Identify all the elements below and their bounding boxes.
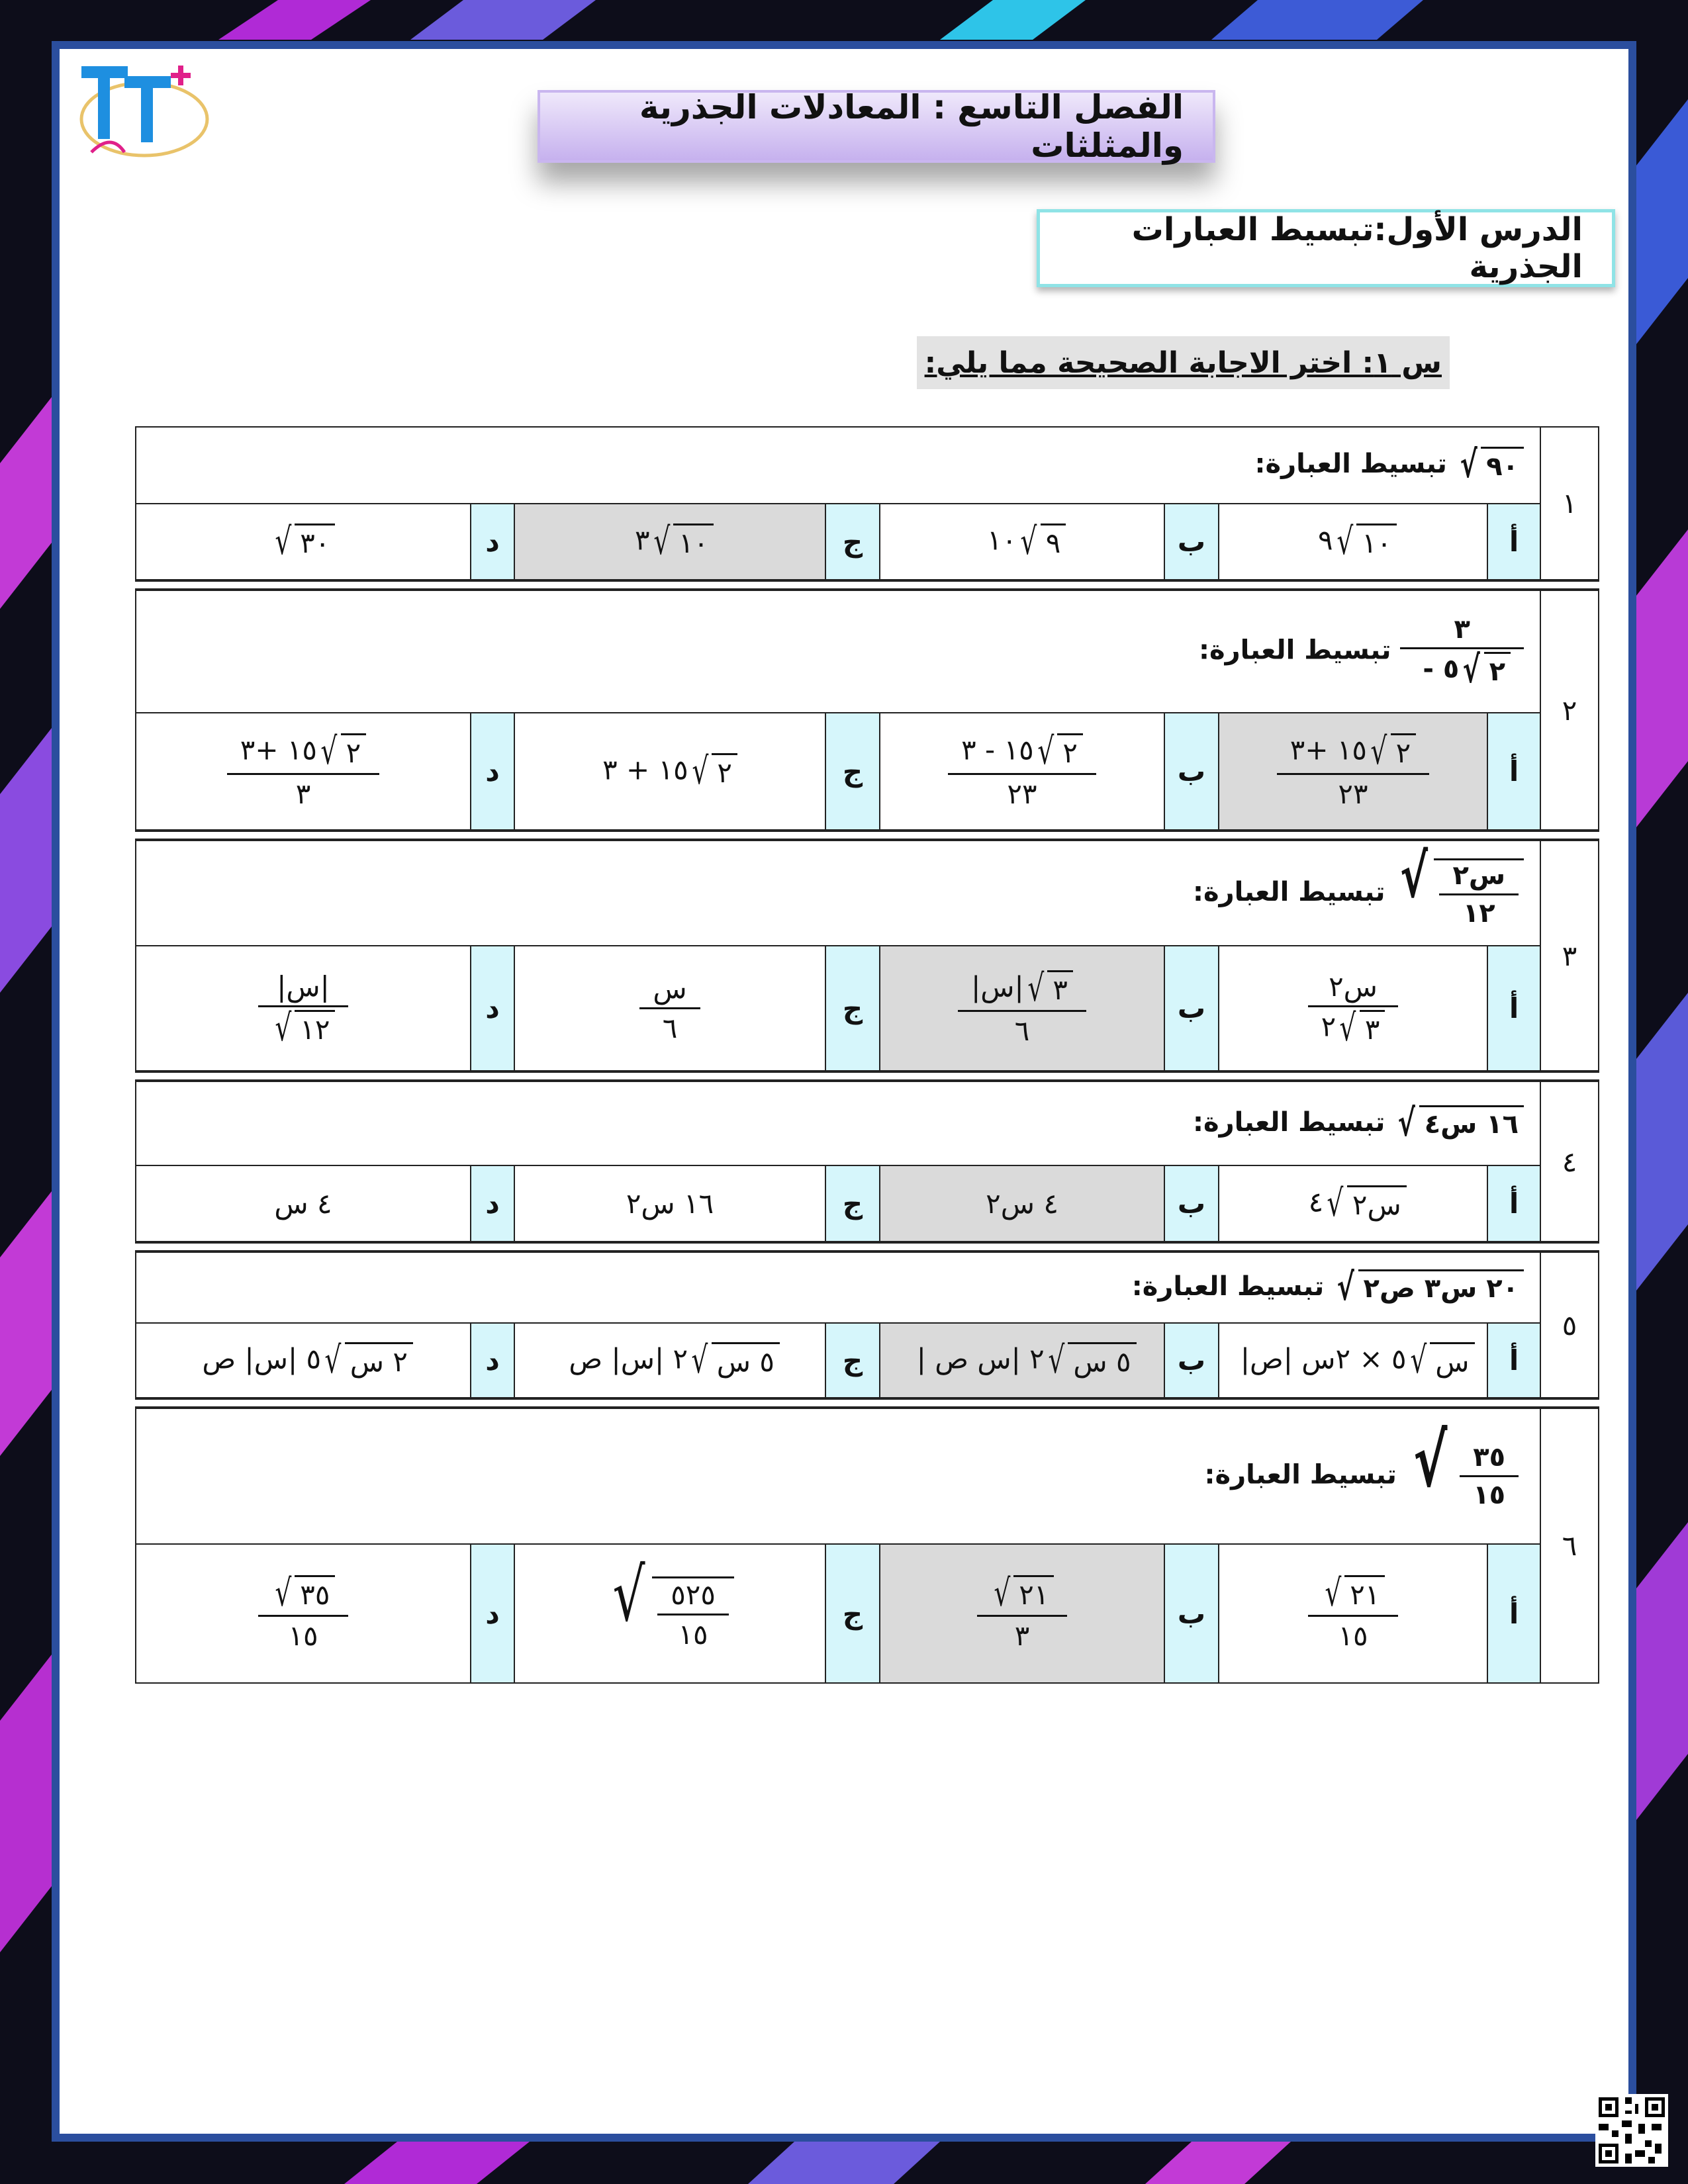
item-1-stem-row: [136, 427, 1599, 504]
separator: [136, 1398, 1599, 1408]
item-4-option-a[interactable]: ٤ √ س٢: [1219, 1165, 1487, 1242]
item-5-option-c[interactable]: ٢ |س| ص √ ٥ س: [514, 1323, 825, 1398]
item-1-option-a[interactable]: ٩ √ ١٠: [1219, 504, 1487, 580]
item-4-number: ٤: [1540, 1081, 1599, 1242]
item-5-option-b[interactable]: ٢ |س ص | √ ٥ س: [880, 1323, 1164, 1398]
item-3-stem-row: [136, 840, 1599, 946]
item-2-options-row: ١٥ +٣ √ ٢ ٣ د ١٥ + ٣ √ ٢ ج ١٥ - ٣ √ ٢ ٢٣ ب ١٥ +٣ √ ٢ ٢٣ أ: [136, 713, 1599, 831]
separator: [136, 580, 1599, 590]
stem-prefix: تبسيط العبارة:: [1254, 449, 1447, 479]
item-6-option-d[interactable]: √ ٣٥ ١٥: [136, 1544, 471, 1683]
separator: [136, 831, 1599, 840]
item-3-number: ٣: [1540, 840, 1599, 1071]
option-letter-d: د: [471, 504, 514, 580]
item-6-option-c[interactable]: √ $\frac{٥٢٥}{١٥}$: [514, 1544, 825, 1683]
option-letter-b: ب: [1164, 504, 1219, 580]
item-4-option-b[interactable]: ٤ س٢: [880, 1165, 1164, 1242]
item-1-number: ١: [1540, 427, 1599, 580]
item-2-option-d[interactable]: ١٥ +٣ √ ٢ ٣: [136, 713, 471, 831]
item-5-stem-expr: √ ٢٠ س٣ ص٢: [1333, 1269, 1524, 1306]
item-2-option-b[interactable]: ١٥ - ٣ √ ٢ ٢٣: [880, 713, 1164, 831]
brand-logo: [71, 53, 211, 172]
item-1-option-c[interactable]: ٣ √ ١٠: [514, 504, 825, 580]
item-3-stem-expr: √ $\frac{\text{س٢}}{١٢}$: [1394, 858, 1524, 929]
separator: [136, 1242, 1599, 1251]
item-3-option-c[interactable]: $\frac{\text{س}}{٦}$: [514, 946, 825, 1071]
item-2-number: ٢: [1540, 590, 1599, 831]
chapter-title: الفصل التاسع : المعادلات الجذرية والمثلثات: [639, 88, 1184, 165]
lesson-title: الدرس الأول:تبسيط العبارات الجذرية: [1131, 211, 1583, 285]
item-1-stem: [136, 427, 1540, 504]
lesson-title-box: [1037, 209, 1615, 287]
item-6-option-a[interactable]: √ ٢١ ١٥: [1219, 1544, 1487, 1683]
option-letter-c: ج: [825, 504, 880, 580]
item-3-stem: تبسيط العبارة: √ $\frac{\text{س٢}}{١٢}$: [136, 840, 1540, 946]
item-3-option-a[interactable]: س٢ ٢ √ ٣: [1219, 946, 1487, 1071]
item-6-stem-expr: √ $\frac{٣٥}{١٥}$: [1406, 1442, 1524, 1510]
item-6-stem-row: [136, 1408, 1599, 1544]
item-5-option-a[interactable]: ٥ × ٢س |ص| √ س: [1219, 1323, 1487, 1398]
item-4-stem-row: [136, 1081, 1599, 1165]
qr-code: [1595, 2094, 1668, 2167]
item-1-option-b[interactable]: ١٠ √ ٩: [880, 504, 1164, 580]
item-6-option-b[interactable]: √ ٢١ ٣: [880, 1544, 1164, 1683]
item-5-option-d[interactable]: ٥ |س| ص √ ٢ س: [136, 1323, 471, 1398]
item-4-options-row: ٤ س د ١٦ س٢ ج ٤ س٢ ب ٤ √ س٢ أ: [136, 1165, 1599, 1242]
item-2-option-a[interactable]: ١٥ +٣ √ ٢ ٢٣: [1219, 713, 1487, 831]
item-2-option-c[interactable]: ١٥ + ٣ √ ٢: [514, 713, 825, 831]
item-1-option-d[interactable]: √ ٣٠: [136, 504, 471, 580]
separator: [136, 1071, 1599, 1081]
item-6-options-row: √ ٣٥ ١٥ د √ $\frac{٥٢٥}{١٥}$ ج √ ٢١ ٣ ب √ ٢١ ١٥ أ: [136, 1544, 1599, 1683]
item-3-option-b[interactable]: |س| √ ٣ ٦: [880, 946, 1164, 1071]
option-letter-a: أ: [1487, 504, 1540, 580]
item-3-options-row: |س| √ ١٢ د $\frac{\text{س}}{٦}$ ج |س| √ ٣ ٦ ب س٢ ٢ √ ٣ أ: [136, 946, 1599, 1071]
item-5-options-row: ٥ |س| ص √ ٢ س د ٢ |س| ص √ ٥ س ج ٢ |س ص | √ ٥ س ب ٥ × ٢س |ص| √ س أ: [136, 1323, 1599, 1398]
chapter-title-box: [538, 90, 1215, 163]
item-4-stem-expr: √ ١٦ س٤: [1394, 1105, 1524, 1142]
item-5-stem: تبسيط العبارة: √ ٢٠ س٣ ص٢: [136, 1251, 1540, 1323]
item-1-options-row: [136, 504, 1599, 580]
item-5-number: ٥: [1540, 1251, 1599, 1398]
item-6-stem: تبسيط العبارة: √ $\frac{٣٥}{١٥}$: [136, 1408, 1540, 1544]
item-2-stem-expr: ٣ ٥ - √ ٢: [1400, 614, 1524, 689]
item-1-stem-expr: √ ٩٠: [1456, 449, 1524, 479]
item-4-option-d[interactable]: ٤ س: [136, 1165, 471, 1242]
item-2-stem-row: [136, 590, 1599, 713]
questions-table: [135, 426, 1599, 1684]
item-4-option-c[interactable]: ١٦ س٢: [514, 1165, 825, 1242]
item-4-stem: تبسيط العبارة: √ ١٦ س٤: [136, 1081, 1540, 1165]
item-3-option-d[interactable]: |س| √ ١٢: [136, 946, 471, 1071]
question-heading: [917, 336, 1450, 389]
item-6-number: ٦: [1540, 1408, 1599, 1683]
question-text: س ١: اختر الاجابة الصحيحة مما يلي:: [924, 345, 1442, 380]
item-2-stem: تبسيط العبارة: ٣ ٥ - √ ٢: [136, 590, 1540, 713]
item-5-stem-row: [136, 1251, 1599, 1323]
